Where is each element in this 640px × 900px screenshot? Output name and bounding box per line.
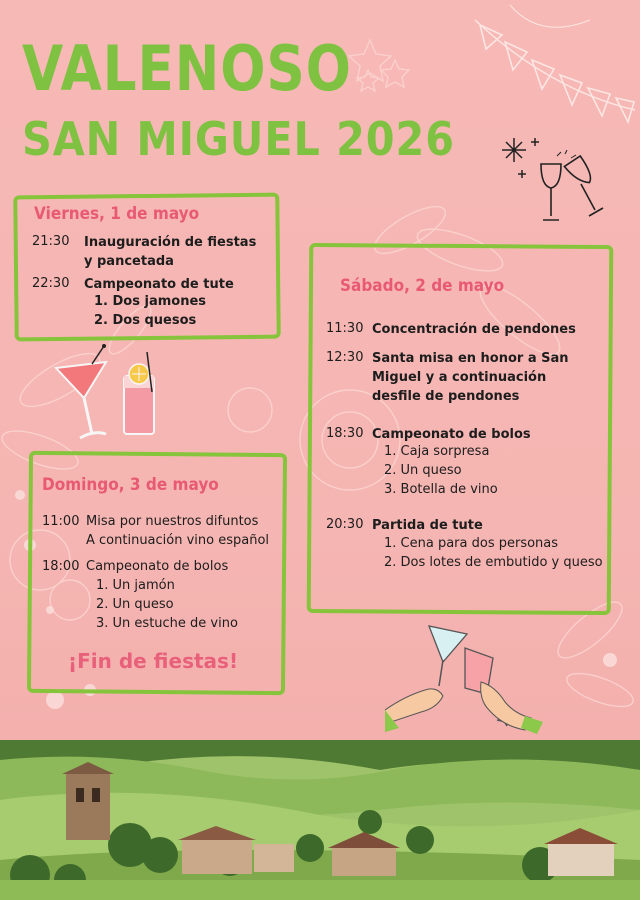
prize-item: 1. Dos jamones (94, 294, 207, 309)
title-line-2: SAN MIGUEL 2026 (22, 112, 455, 166)
toast-hands-icon (385, 620, 545, 735)
champagne-glasses-icon (535, 150, 620, 230)
prize-item: 1. Un jamón (96, 578, 175, 593)
prize-item: 2. Dos lotes de embutido y queso (384, 555, 603, 570)
event-time: 21:30 (32, 234, 70, 249)
bunting-icon (470, 0, 640, 140)
event-time: 12:30 (326, 350, 364, 365)
prize-item: 3. Botella de vino (384, 482, 498, 497)
event-text: A continuación vino español (86, 533, 270, 548)
event-time: 18:00 (42, 559, 80, 574)
event-text: Partida de tute (372, 518, 483, 533)
event-text: Santa misa en honor a San Miguel y a continuación desfile de pendones (372, 351, 569, 404)
event-text: Misa por nuestros difuntos (86, 514, 259, 529)
event-time: 11:30 (326, 321, 364, 336)
title-line-1: VALENOSO (22, 32, 352, 105)
prize-item: 2. Un queso (384, 463, 462, 478)
event-text: Campeonato de bolos (372, 427, 531, 442)
event-time: 18:30 (326, 426, 364, 441)
closing-text: ¡Fin de fiestas! (68, 649, 239, 673)
cocktail-icon (48, 342, 168, 447)
friday-heading: Viernes, 1 de mayo (34, 204, 200, 224)
event-text: Campeonato de bolos (86, 559, 229, 574)
saturday-heading: Sábado, 2 de mayo (340, 276, 505, 296)
event-text: Inauguración de fiestas y pancetada (84, 235, 257, 269)
prize-item: 2. Dos quesos (94, 313, 197, 328)
prize-item: 2. Un queso (96, 597, 174, 612)
event-text: Campeonato de tute (84, 277, 234, 292)
village-landscape-image (0, 740, 640, 900)
sunday-heading: Domingo, 3 de mayo (42, 475, 219, 495)
event-time: 20:30 (326, 517, 364, 532)
event-text: Concentración de pendones (372, 322, 576, 337)
event-time: 11:00 (42, 514, 80, 529)
prize-item: 1. Caja sorpresa (384, 444, 490, 459)
prize-item: 3. Un estuche de vino (96, 616, 238, 631)
prize-item: 1. Cena para dos personas (384, 536, 559, 551)
event-time: 22:30 (32, 276, 70, 291)
